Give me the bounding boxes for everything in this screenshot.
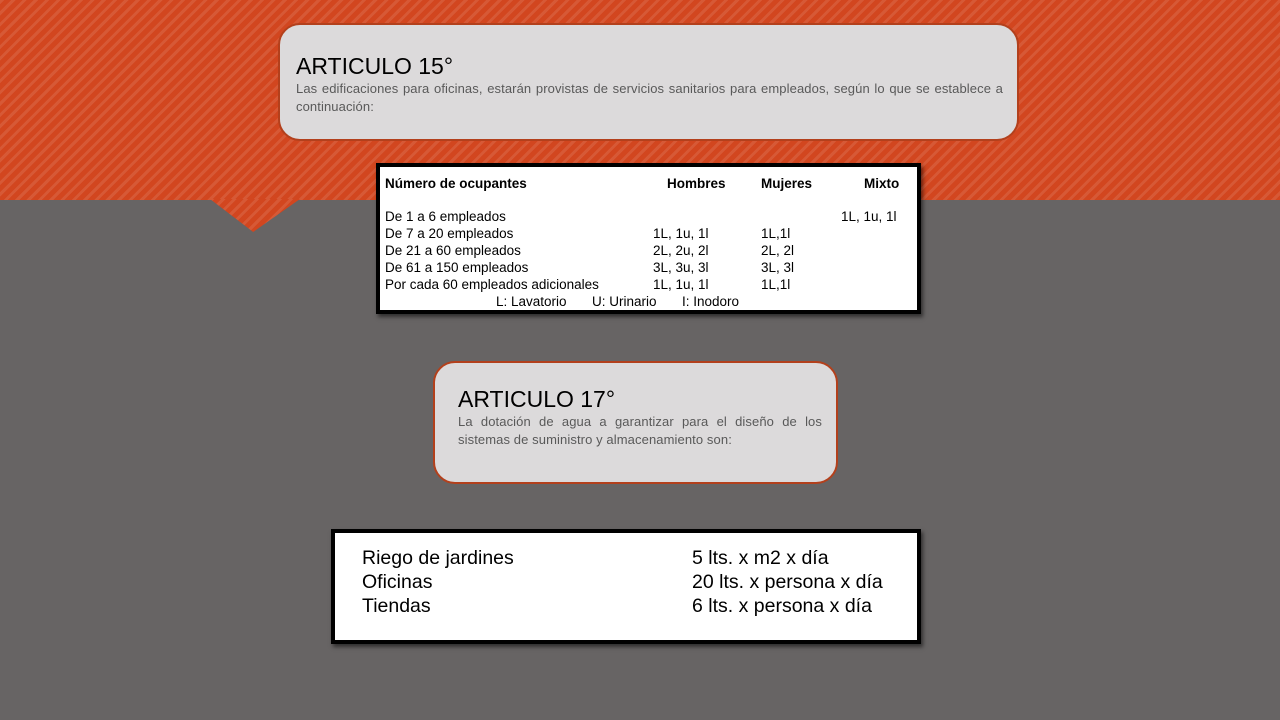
header-hombres: Hombres	[667, 176, 726, 191]
row-3-hombres: 2L, 2u, 2l	[653, 243, 709, 258]
row-5-hombres: 1L, 1u, 1l	[653, 277, 709, 292]
agua-row-3-uso: Tiendas	[362, 595, 431, 617]
header-ocupantes: Número de ocupantes	[385, 176, 527, 191]
row-1-mixto: 1L, 1u, 1l	[841, 209, 897, 224]
header-mujeres: Mujeres	[761, 176, 813, 191]
row-2-hombres: 1L, 1u, 1l	[653, 226, 709, 241]
row-4-ocupantes: De 61 a 150 empleados	[385, 260, 529, 275]
row-5-ocupantes: Por cada 60 empleados adicionales	[385, 277, 599, 292]
row-4-mujeres: 3L, 3l	[761, 260, 795, 275]
row-3-ocupantes: De 21 a 60 empleados	[385, 243, 521, 258]
articulo-17-card	[433, 361, 838, 484]
agua-row-2-uso: Oficinas	[362, 571, 433, 593]
articulo-15-title: ARTICULO 15°	[296, 53, 454, 79]
articulo-17-title: ARTICULO 17°	[458, 386, 616, 412]
legend-urinario: U: Urinario	[592, 294, 657, 309]
row-3-mujeres: 2L, 2l	[761, 243, 795, 258]
header-mixto: Mixto	[864, 176, 900, 191]
row-4-hombres: 3L, 3u, 3l	[653, 260, 709, 275]
articulo-17-body: La dotación de agua a garantizar para el diseño de los sistemas de suministro y almacenamiento son:	[458, 414, 822, 447]
legend-inodoro: I: Inodoro	[682, 294, 740, 309]
agua-row-1-dotacion: 5 lts. x m2 x día	[692, 547, 829, 569]
row-1-ocupantes: De 1 a 6 empleados	[385, 209, 506, 224]
row-2-mujeres: 1L,1l	[761, 226, 791, 241]
ocupantes-table	[376, 163, 921, 314]
row-2-ocupantes: De 7 a 20 empleados	[385, 226, 514, 241]
articulo-15-card	[278, 23, 1019, 141]
agua-row-2-dotacion: 20 lts. x persona x día	[692, 571, 883, 593]
band-notch-arrow	[210, 199, 300, 232]
articulo-15-body: Las edificaciones para oficinas, estarán provistas de servicios sanitarios para empleados, según lo que se establece a continuación:	[296, 81, 1003, 114]
agua-row-3-dotacion: 6 lts. x persona x día	[692, 595, 872, 617]
legend-lavatorio: L: Lavatorio	[496, 294, 567, 309]
dotacion-agua-table	[331, 529, 921, 644]
row-5-mujeres: 1L,1l	[761, 277, 791, 292]
agua-row-1-uso: Riego de jardines	[362, 547, 514, 569]
